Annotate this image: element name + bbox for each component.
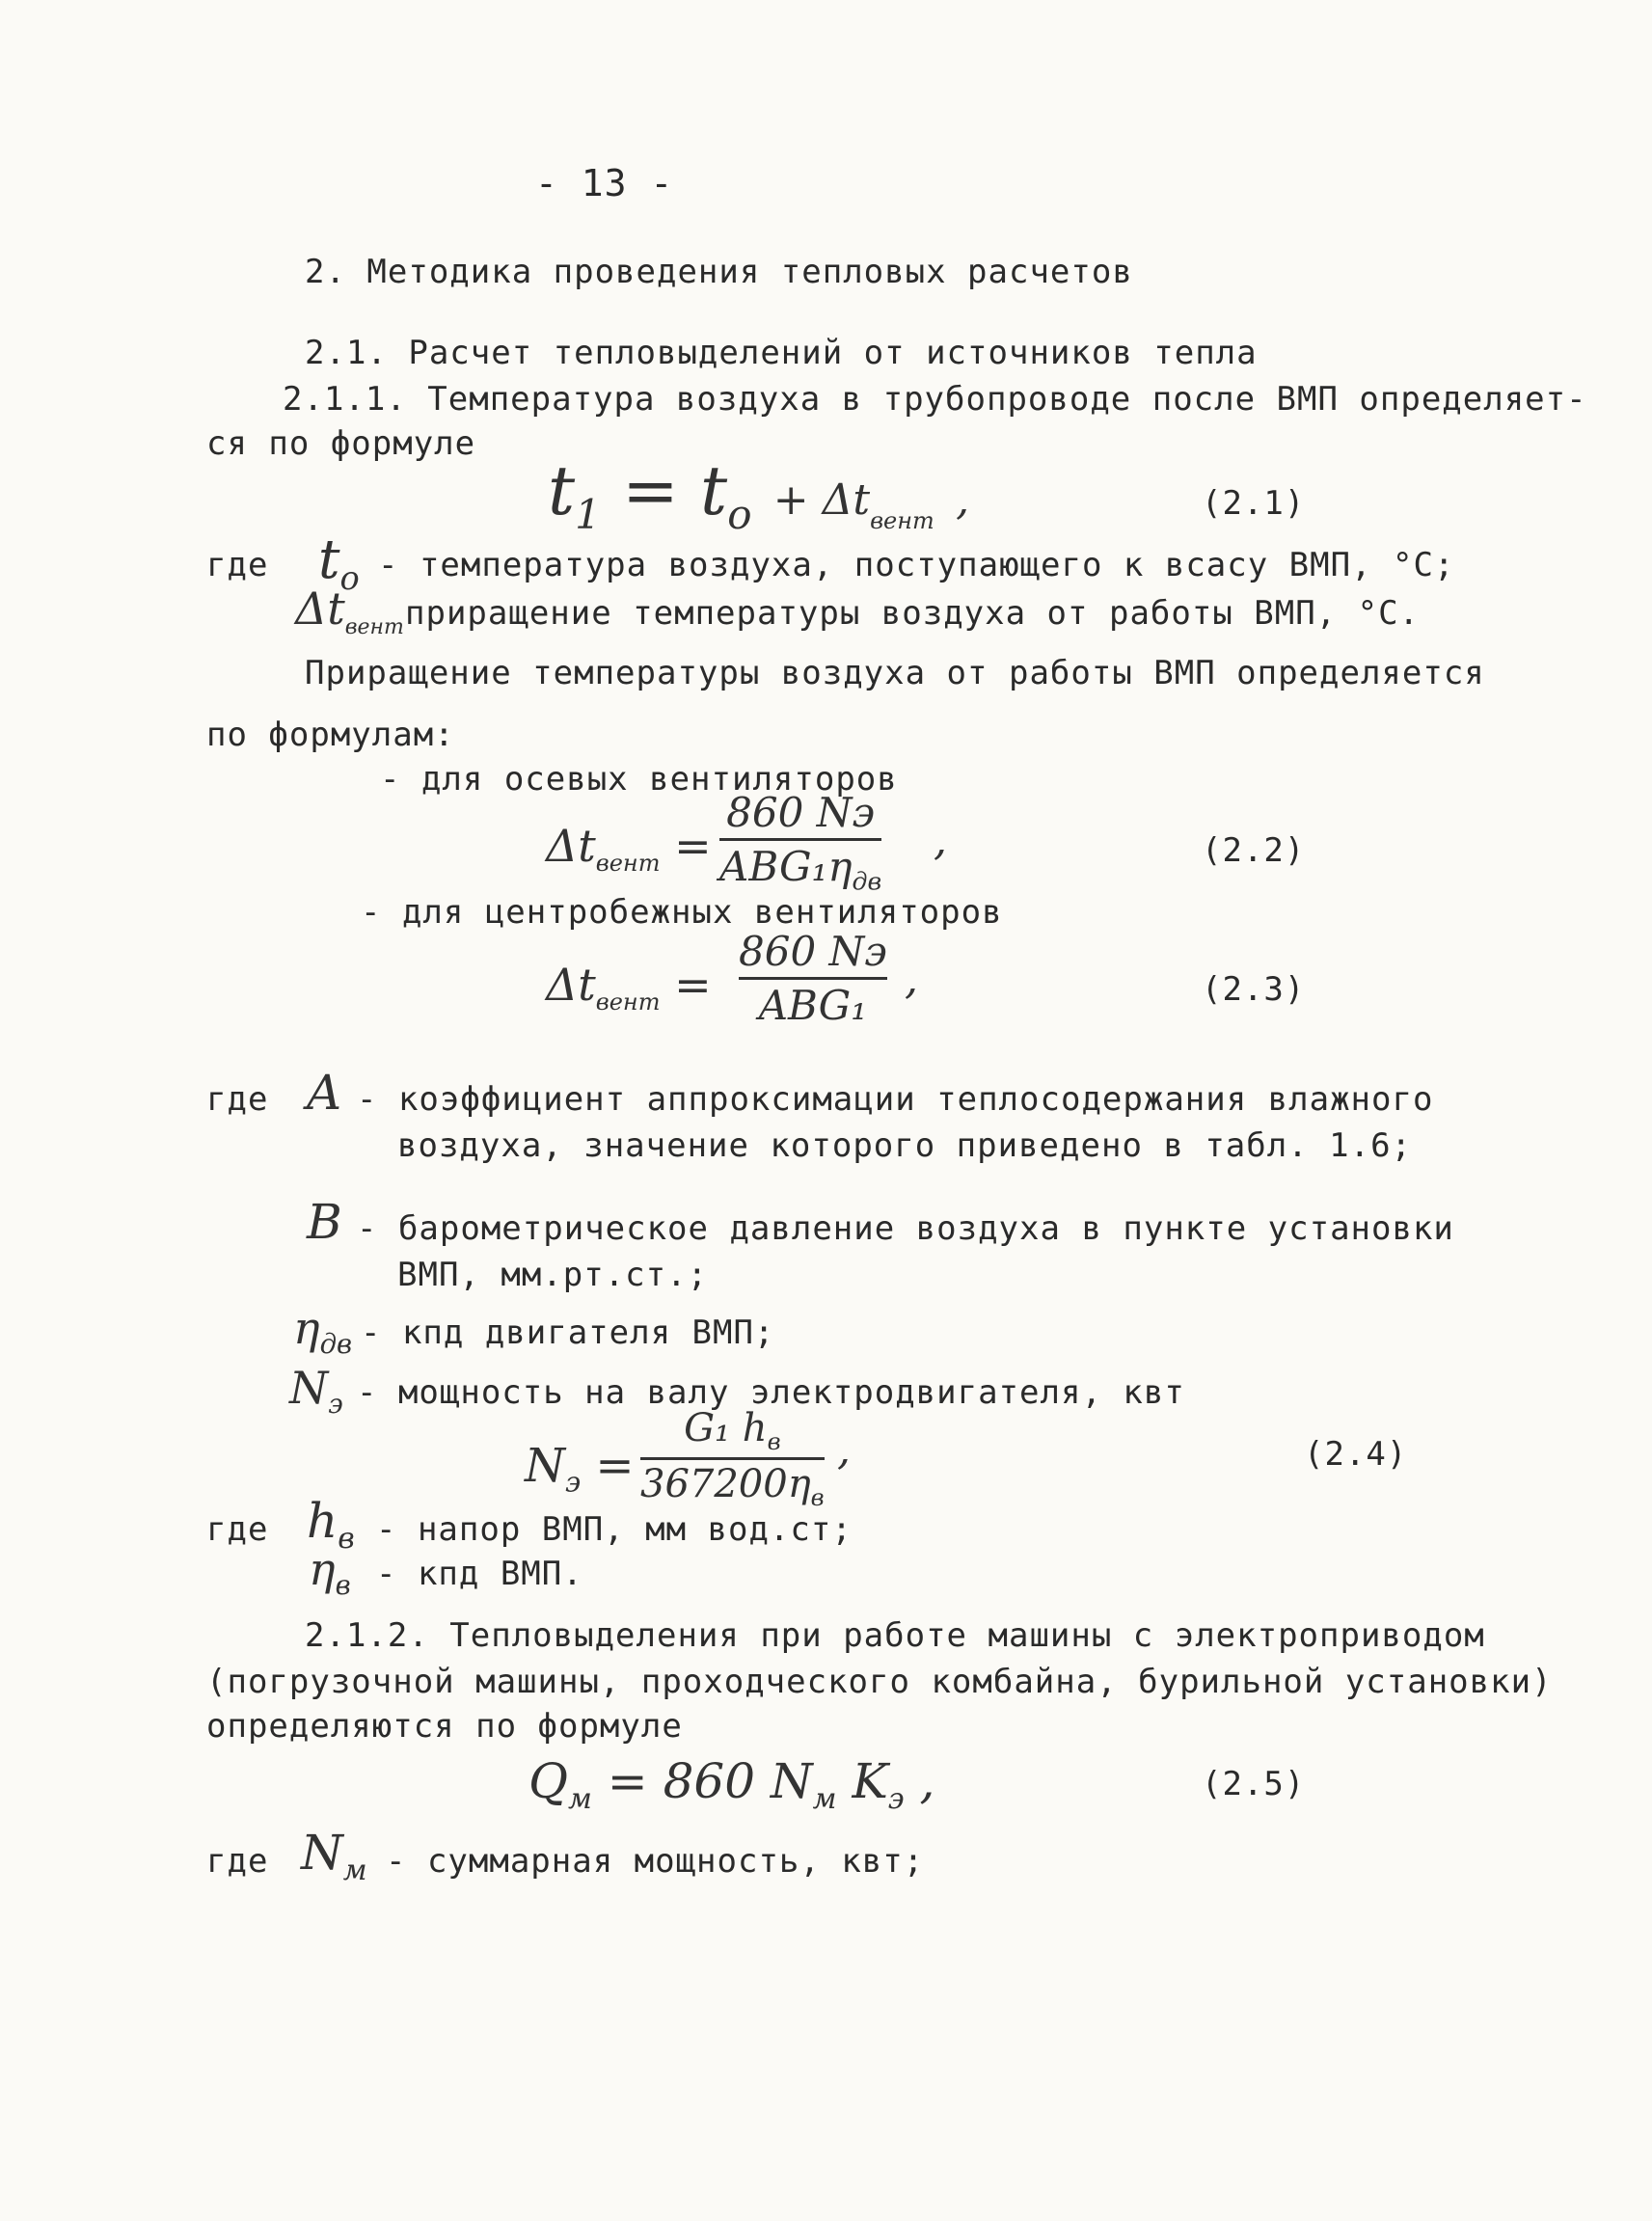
symbol-N-m: $N_м$ [301, 1825, 367, 1887]
equation-number-2-2: (2.2) [1202, 831, 1306, 870]
definition-eta-dv: - кпд двигателя ВМП; [361, 1314, 775, 1352]
definition-N-e: - мощность на валу электродвигателя, квт [357, 1373, 1185, 1412]
definition-delta-t-vent: приращение температуры воздуха от работы ВМП, °С. [405, 594, 1421, 633]
equation-2-3-fraction [739, 928, 887, 1029]
definition-A-line1: - коэффициент аппроксимации теплосодержания влажного [357, 1080, 1434, 1119]
equation-2-3-denominator: ABG₁ [758, 982, 868, 1029]
equation-2-4-comma: , [837, 1425, 851, 1475]
symbol-h-v: $h_в$ [307, 1493, 355, 1556]
paragraph-2-1-2-line1: 2.1.2. Тепловыделения при работе машины с электроприводом [305, 1616, 1485, 1655]
equation-2-4-lhs: $N_э$ = [525, 1439, 635, 1499]
equation-2-2-denominator: $ABG_1\eta_{дв}$ [719, 843, 882, 896]
equation-2-3-numerator: 860 Nэ [739, 928, 887, 975]
definition-B-line2: ВМП, мм.рт.ст.; [397, 1256, 709, 1294]
definition-B-line1: - барометрическое давление воздуха в пункте установки [357, 1209, 1454, 1248]
where-label-4: где [206, 1842, 269, 1881]
definition-N-m: - суммарная мощность, квт; [386, 1842, 925, 1881]
symbol-delta-t-vent: $\Delta t_{вент}$ [295, 582, 404, 640]
equation-2-4-numerator: G₁ $h_в$ [684, 1406, 781, 1455]
equation-2-3-lhs: $\Delta t_{вент}$ = [546, 959, 712, 1016]
symbol-t0: $t_o$ [318, 528, 360, 598]
paragraph-2-1-2-line2: (погрузочной машины, проходческого комбайна, бурильной установки) [206, 1663, 1553, 1701]
equation-2-4-fraction [640, 1406, 825, 1511]
symbol-B: B [307, 1194, 342, 1250]
paragraph-increment-line2: по формулам: [206, 716, 455, 754]
centrifugal-fans-label: - для центробежных вентиляторов [361, 893, 1003, 932]
axial-fans-label: - для осевых вентиляторов [380, 760, 898, 799]
section-heading: 2. Методика проведения тепловых расчетов [305, 253, 1133, 291]
definition-A-line2: воздуха, значение которого приведено в табл. 1.6; [397, 1126, 1413, 1165]
symbol-eta-dv: $\eta_{дв}$ [293, 1302, 353, 1361]
equation-number-2-4: (2.4) [1304, 1435, 1408, 1474]
equation-2-1: $t_1 = t_o + \Delta t_{вент}$ , [548, 451, 970, 538]
equation-2-4-denominator: $367200\eta_в$ [640, 1462, 825, 1511]
paragraph-increment-line1: Приращение температуры воздуха от работы ВМП определяется [305, 654, 1485, 692]
symbol-N-e: $N_э$ [289, 1362, 343, 1421]
definition-eta-v: - кпд ВМП. [376, 1555, 583, 1593]
equation-2-2-lhs: $\Delta t_{вент}$ = [546, 820, 712, 878]
paragraph-2-1-1-line2: ся по формуле [206, 424, 476, 463]
definition-t0: - температура воздуха, поступающего к всасу ВМП, °С; [378, 546, 1455, 584]
equation-number-2-1: (2.1) [1202, 484, 1306, 523]
definition-h-v: - напор ВМП, мм вод.ст; [376, 1510, 853, 1549]
equation-2-3-comma: , [905, 955, 918, 1004]
equation-2-2-numerator: 860 Nэ [726, 789, 875, 836]
symbol-A: A [307, 1065, 342, 1121]
symbol-eta-v: $\eta_в$ [309, 1543, 351, 1602]
equation-number-2-3: (2.3) [1202, 970, 1306, 1009]
page-number: - 13 - [535, 162, 674, 204]
equation-number-2-5: (2.5) [1202, 1765, 1306, 1803]
paragraph-2-1-2-line3: определяются по формуле [206, 1707, 683, 1746]
equation-2-5: $Q_м = 860$ $N_м$ $K_э$ , [528, 1753, 935, 1816]
equation-2-2-comma: , [934, 816, 947, 865]
where-label: где [206, 546, 269, 584]
where-label-2: где [206, 1080, 269, 1119]
subsection-heading: 2.1. Расчет тепловыделений от источников тепла [305, 334, 1258, 372]
equation-2-2-fraction [719, 789, 881, 895]
where-label-3: где [206, 1510, 269, 1549]
paragraph-2-1-1-line1: 2.1.1. Температура воздуха в трубопроводе после ВМП определяет- [283, 380, 1587, 419]
